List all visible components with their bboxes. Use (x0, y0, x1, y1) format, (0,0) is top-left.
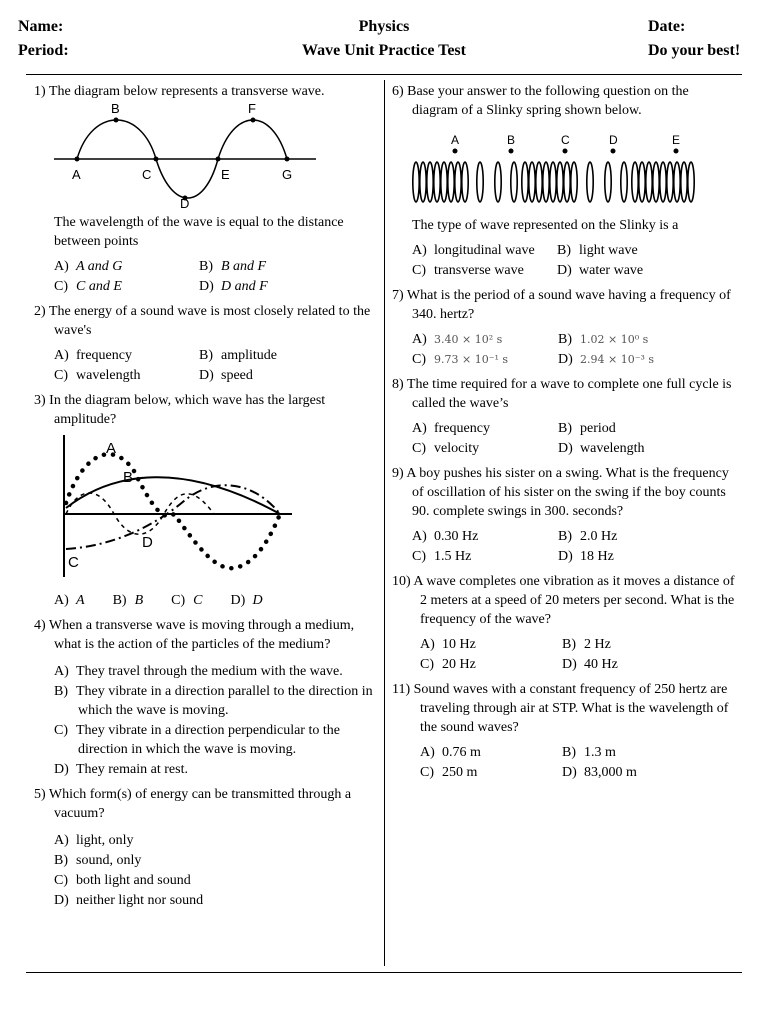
slinky-coil (427, 162, 433, 202)
test-title: Wave Unit Practice Test (302, 42, 466, 59)
right-column (392, 82, 738, 788)
option-d[interactable]: D) wavelength (558, 441, 645, 456)
question-1-followup: The wavelength of the wave is equal to the distance between points (54, 215, 344, 249)
question-4 (34, 616, 380, 779)
left-column (34, 82, 380, 916)
question-9-stem: 9) A boy pushes his sister on a swing. What is the frequency of oscillation of his sister on the swing if the boy counts 90. complete swings in 300. seconds? (392, 466, 729, 519)
option-c[interactable]: C) both light and sound (54, 873, 191, 888)
question-7 (392, 286, 738, 369)
question-10 (392, 572, 738, 674)
slinky-coil (632, 162, 638, 202)
slinky-coil (564, 162, 570, 202)
slinky-coil (420, 162, 426, 202)
question-8 (392, 375, 738, 458)
slinky-coil (571, 162, 577, 202)
wave-a-label: A (106, 440, 117, 457)
question-2-options (54, 346, 380, 385)
slinky-coil (536, 162, 542, 202)
question-1-stem: 1) The diagram below represents a transverse wave. (34, 84, 325, 99)
question-2-stem: 2) The energy of a sound wave is most closely related to the wave's (34, 304, 371, 338)
question-6-stem: 6) Base your answer to the following question on the diagram of a Slinky spring shown below. (392, 84, 689, 118)
question-1-options (54, 257, 380, 296)
option-b[interactable]: B) amplitude (199, 348, 277, 363)
question-5 (34, 785, 380, 910)
option-c[interactable]: C) 250 m (420, 765, 478, 780)
wave-b-label: B (123, 469, 134, 486)
question-10-options (420, 635, 738, 674)
slinky-coil (543, 162, 549, 202)
option-a[interactable]: A) 3.40 × 10² s (412, 332, 503, 347)
subject-title: Physics (358, 18, 410, 35)
option-b[interactable]: B) period (558, 421, 616, 436)
date-label: Date: (648, 18, 686, 35)
option-b[interactable]: B) 2 Hz (562, 637, 611, 652)
slinky-coil (522, 162, 528, 202)
slinky-coil (653, 162, 659, 202)
option-a[interactable]: A) A and G (54, 259, 123, 274)
slinky-coil (667, 162, 673, 202)
point-b-label: B (507, 133, 516, 147)
point-e-label: E (221, 167, 230, 182)
option-d[interactable]: D) 40 Hz (562, 657, 618, 672)
slinky-coil (529, 162, 535, 202)
slinky-coil (462, 162, 468, 202)
slinky-coil (639, 162, 645, 202)
option-d[interactable]: D) 2.94 × 10⁻³ s (558, 352, 655, 367)
option-a[interactable]: A) 0.30 Hz (412, 529, 479, 544)
slinky-coil (681, 162, 687, 202)
point-g-label: G (282, 167, 293, 182)
point-c-label: C (561, 133, 570, 147)
column-divider (384, 80, 385, 966)
question-7-options (412, 330, 738, 369)
question-10-stem: 10) A wave completes one vibration as it moves a distance of 2 meters at a speed of 20 meters per second. What is the frequency of the wave? (392, 574, 735, 627)
question-3-stem: 3) In the diagram below, which wave has the largest amplitude? (34, 393, 326, 427)
amplitude-waves-diagram (54, 431, 314, 583)
option-b[interactable]: B) B and F (199, 259, 267, 274)
option-c[interactable]: C) velocity (412, 441, 480, 456)
slinky-coil (557, 162, 563, 202)
option-b[interactable]: B) sound, only (54, 853, 142, 868)
option-a[interactable]: A) frequency (412, 421, 490, 436)
option-a[interactable]: A) They travel through the medium with the wave. (54, 664, 343, 679)
footer-rule (26, 972, 742, 973)
option-d[interactable]: D) 83,000 m (562, 765, 637, 780)
transverse-wave-diagram (44, 101, 344, 209)
question-4-options (54, 662, 380, 779)
question-11 (392, 680, 738, 782)
point-c-label: C (142, 167, 152, 182)
header-rule (26, 74, 742, 75)
slinky-coil (587, 162, 593, 202)
option-c[interactable]: C) C (171, 593, 203, 608)
option-d[interactable]: D) D (230, 593, 263, 608)
question-1 (34, 82, 380, 296)
slinky-coil (434, 162, 440, 202)
point-f-label: F (248, 101, 256, 116)
question-8-stem: 8) The time required for a wave to complete one full cycle is called the wave’s (392, 377, 732, 411)
option-b[interactable]: B) 1.02 × 10⁰ s (558, 332, 649, 347)
wave-c-label: C (68, 554, 79, 571)
option-a[interactable]: A) longitudinal wave (412, 243, 535, 258)
slinky-coil (477, 162, 483, 202)
slinky-coil (441, 162, 447, 202)
test-header (18, 18, 750, 68)
question-7-stem: 7) What is the period of a sound wave having a frequency of 340. hertz? (392, 288, 731, 322)
option-d[interactable]: D) water wave (557, 263, 644, 278)
question-9-options (412, 527, 738, 566)
option-b[interactable]: B) B (112, 593, 144, 608)
slinky-coil (448, 162, 454, 202)
slinky-diagram (410, 130, 710, 212)
question-6-options (412, 241, 738, 280)
option-b[interactable]: B) They vibrate in a direction parallel to the direction in which the wave is moving. (54, 684, 373, 718)
slinky-coils (410, 162, 695, 202)
option-c[interactable]: C) wavelength (54, 368, 141, 383)
option-c[interactable]: C) 9.73 × 10⁻¹ s (412, 352, 509, 367)
name-label: Name: (18, 18, 64, 35)
question-11-stem: 11) Sound waves with a constant frequency of 250 hertz are traveling through air at STP. What is the wavelength of the sound waves? (392, 682, 729, 735)
question-4-stem: 4) When a transverse wave is moving through a medium, what is the action of the particles of the medium? (34, 618, 355, 652)
point-a-label: A (451, 133, 460, 147)
question-3 (34, 391, 380, 610)
header-row-1 (18, 18, 750, 40)
slinky-coil (660, 162, 666, 202)
slinky-coil (605, 162, 611, 202)
question-3-options (54, 591, 380, 610)
point-d-label: D (180, 196, 190, 209)
option-a[interactable]: A) light, only (54, 833, 134, 848)
option-c[interactable]: C) C and E (54, 279, 122, 294)
option-d[interactable]: D) They remain at rest. (54, 762, 188, 777)
option-d[interactable]: D) speed (199, 368, 253, 383)
option-a[interactable]: A) 10 Hz (420, 637, 476, 652)
option-c[interactable]: C) 20 Hz (420, 657, 476, 672)
option-a[interactable]: A) 0.76 m (420, 745, 481, 760)
question-8-options (412, 419, 738, 458)
slinky-coil (674, 162, 680, 202)
slinky-coil (646, 162, 652, 202)
option-a[interactable]: A) A (54, 593, 85, 608)
option-d[interactable]: D) neither light nor sound (54, 893, 204, 908)
option-c[interactable]: C) 1.5 Hz (412, 549, 472, 564)
header-row-2 (18, 42, 750, 64)
question-2 (34, 302, 380, 385)
slinky-coil (688, 162, 694, 202)
option-c[interactable]: C) They vibrate in a direction perpendicular to the direction in which the wave is moving. (54, 723, 340, 757)
option-d[interactable]: D) 18 Hz (558, 549, 614, 564)
option-b[interactable]: B) 2.0 Hz (558, 529, 618, 544)
slinky-coil (550, 162, 556, 202)
option-b[interactable]: B) 1.3 m (562, 745, 616, 760)
slinky-coil (413, 162, 419, 202)
point-b-label: B (111, 101, 120, 116)
period-label: Period: (18, 42, 69, 59)
question-11-options (420, 743, 738, 782)
slinky-coil (511, 162, 517, 202)
option-b[interactable]: B) light wave (557, 243, 638, 258)
point-e-label: E (672, 133, 681, 147)
question-5-stem: 5) Which form(s) of energy can be transmitted through a vacuum? (34, 787, 352, 821)
question-6 (392, 82, 738, 280)
option-c[interactable]: C) transverse wave (412, 263, 524, 278)
question-6-followup: The type of wave represented on the Slinky is a (412, 218, 679, 233)
option-a[interactable]: A) frequency (54, 348, 132, 363)
motto-text: Do your best! (648, 42, 741, 59)
option-d[interactable]: D) D and F (199, 279, 268, 294)
slinky-coil (621, 162, 627, 202)
wave-d-label: D (142, 534, 153, 551)
slinky-coil (455, 162, 461, 202)
slinky-coil (495, 162, 501, 202)
question-9 (392, 464, 738, 566)
point-a-label: A (72, 167, 81, 182)
question-5-options (54, 831, 380, 910)
point-d-label: D (609, 133, 618, 147)
